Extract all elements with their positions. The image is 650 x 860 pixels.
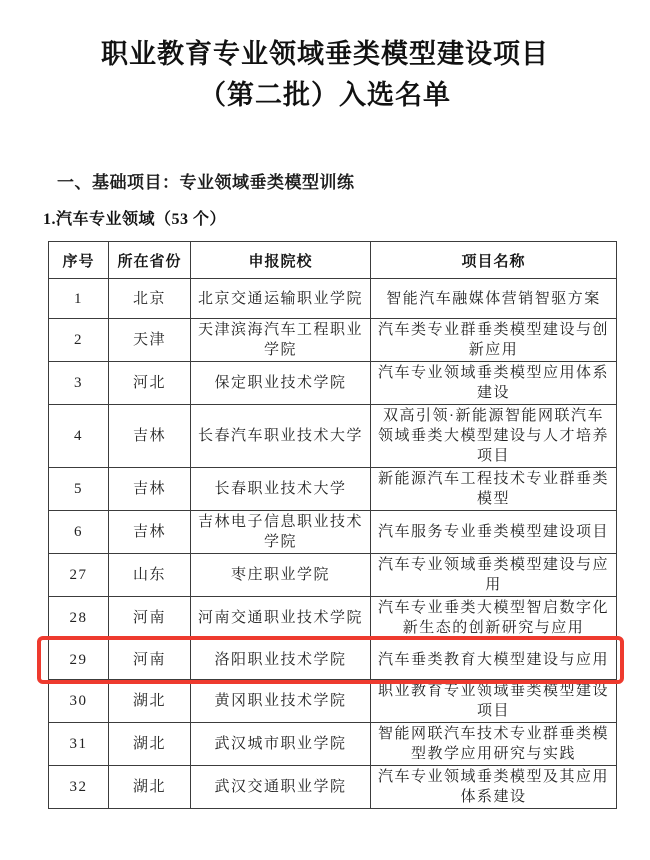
selection-table [48, 241, 617, 809]
cell-school: 天津滨海汽车工程职业学院 [191, 319, 371, 362]
cell-no: 27 [49, 554, 109, 597]
table-row [49, 319, 617, 362]
document-title-line1: 职业教育专业领域垂类模型建设项目 [101, 39, 549, 69]
cell-project: 汽车专业垂类大模型智启数字化新生态的创新研究与应用 [371, 597, 617, 640]
cell-school: 长春汽车职业技术大学 [191, 405, 371, 468]
cell-no: 6 [49, 511, 109, 554]
table-row [49, 362, 617, 405]
cell-province: 湖北 [109, 723, 191, 766]
table-row [49, 680, 617, 723]
table-header-row [49, 242, 617, 279]
table-row [49, 511, 617, 554]
table-row [49, 597, 617, 640]
cell-province: 天津 [109, 319, 191, 362]
cell-school: 河南交通职业技术学院 [191, 597, 371, 640]
subsection-heading: 1.汽车专业领域（53 个） [43, 211, 227, 228]
table-row [49, 279, 617, 319]
cell-no: 4 [49, 405, 109, 468]
cell-province: 吉林 [109, 468, 191, 511]
table-row [49, 468, 617, 511]
cell-school: 洛阳职业技术学院 [191, 640, 371, 680]
cell-no: 29 [49, 640, 109, 680]
header-school: 申报院校 [191, 242, 371, 279]
cell-province: 湖北 [109, 680, 191, 723]
section-heading: 一、基础项目：专业领域垂类模型训练 [57, 173, 355, 192]
cell-province: 河南 [109, 640, 191, 680]
header-province: 所在省份 [109, 242, 191, 279]
cell-no: 31 [49, 723, 109, 766]
cell-school: 枣庄职业学院 [191, 554, 371, 597]
table-row [49, 640, 617, 680]
cell-no: 1 [49, 279, 109, 319]
cell-project: 智能汽车融媒体营销智驱方案 [371, 279, 617, 319]
cell-province: 河北 [109, 362, 191, 405]
cell-no: 3 [49, 362, 109, 405]
cell-project: 汽车服务专业垂类模型建设项目 [371, 511, 617, 554]
cell-school: 吉林电子信息职业技术学院 [191, 511, 371, 554]
cell-province: 吉林 [109, 511, 191, 554]
cell-school: 北京交通运输职业学院 [191, 279, 371, 319]
cell-no: 28 [49, 597, 109, 640]
cell-province: 河南 [109, 597, 191, 640]
cell-no: 2 [49, 319, 109, 362]
table-row [49, 766, 617, 809]
cell-project: 新能源汽车工程技术专业群垂类模型 [371, 468, 617, 511]
header-no: 序号 [49, 242, 109, 279]
cell-school: 武汉城市职业学院 [191, 723, 371, 766]
table-row [49, 723, 617, 766]
cell-province: 湖北 [109, 766, 191, 809]
cell-no: 5 [49, 468, 109, 511]
header-project: 项目名称 [371, 242, 617, 279]
document-title-line2: （第二批）入选名单 [199, 80, 451, 110]
cell-school: 黄冈职业技术学院 [191, 680, 371, 723]
cell-no: 32 [49, 766, 109, 809]
cell-project: 汽车垂类教育大模型建设与应用 [371, 640, 617, 680]
cell-school: 武汉交通职业学院 [191, 766, 371, 809]
document-title [0, 34, 650, 116]
cell-project: 汽车专业领域垂类模型应用体系建设 [371, 362, 617, 405]
cell-project: 职业教育专业领域垂类模型建设项目 [371, 680, 617, 723]
cell-province: 山东 [109, 554, 191, 597]
cell-province: 吉林 [109, 405, 191, 468]
cell-project: 汽车类专业群垂类模型建设与创新应用 [371, 319, 617, 362]
cell-project: 双高引领·新能源智能网联汽车领域垂类大模型建设与人才培养项目 [371, 405, 617, 468]
cell-school: 保定职业技术学院 [191, 362, 371, 405]
table-row [49, 405, 617, 468]
cell-project: 汽车专业领域垂类模型及其应用体系建设 [371, 766, 617, 809]
cell-no: 30 [49, 680, 109, 723]
cell-project: 汽车专业领域垂类模型建设与应用 [371, 554, 617, 597]
cell-province: 北京 [109, 279, 191, 319]
table-row [49, 554, 617, 597]
cell-school: 长春职业技术大学 [191, 468, 371, 511]
document-page [0, 34, 650, 860]
cell-project: 智能网联汽车技术专业群垂类模型教学应用研究与实践 [371, 723, 617, 766]
table-body [49, 279, 617, 809]
